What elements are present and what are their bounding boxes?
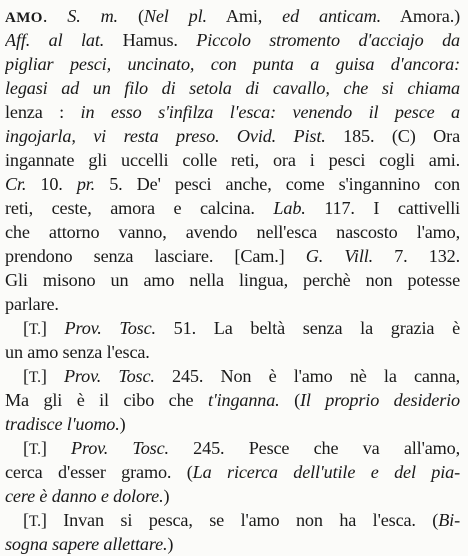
entry-text: cere è danno e dolore. bbox=[5, 486, 164, 506]
entry-text: ) bbox=[163, 486, 170, 506]
entry-line bbox=[5, 484, 460, 508]
entry-line bbox=[5, 196, 460, 220]
entry-text: lenza : bbox=[5, 102, 81, 122]
entry-text: ] bbox=[40, 318, 65, 338]
entry-text: [ bbox=[23, 318, 29, 338]
entry-text: tradisce l'uomo. bbox=[5, 414, 120, 434]
entry-text: Amora.) bbox=[380, 6, 460, 26]
entry-text: T. bbox=[28, 321, 41, 338]
entry-line bbox=[5, 364, 460, 388]
entry-text: Cr. bbox=[5, 174, 27, 194]
entry-text: ingojarla, vi resta preso. Ovid. Pist. bbox=[5, 126, 326, 146]
entry-text: ) bbox=[167, 534, 174, 554]
entry-text: 5. De' pesci anche, come s'ingannino con bbox=[95, 174, 460, 194]
entry-line bbox=[5, 76, 460, 100]
entry-text: S. m. bbox=[67, 6, 118, 26]
entry-line bbox=[5, 508, 460, 532]
entry-text: 245. Non è l'amo nè la canna, bbox=[154, 366, 460, 386]
entry-text: pr. bbox=[76, 174, 96, 194]
entry-text: . bbox=[42, 6, 68, 26]
entry-text: prendono senza lasciare. [Cam.] bbox=[5, 246, 306, 266]
entry-text: legasi ad un filo di setola di cavallo, che si chiama bbox=[5, 78, 460, 98]
entry-text: reti, ceste, amora e calcina. bbox=[5, 198, 274, 218]
entry-text: T. bbox=[28, 441, 41, 458]
entry-line bbox=[5, 388, 460, 412]
entry-text: T. bbox=[28, 369, 41, 386]
entry-text: in esso s'infilza l'esca: venendo il pesce a bbox=[80, 102, 460, 122]
entry-text: G. Vill. bbox=[305, 246, 374, 266]
entry-text: Hamus. bbox=[104, 30, 197, 50]
entry-line bbox=[5, 148, 460, 172]
entry-text: ] bbox=[40, 438, 72, 458]
entry-text: Aff. al lat. bbox=[5, 30, 105, 50]
entry-text: [ bbox=[23, 366, 29, 386]
entry-text: 245. Pesce che va all'amo, bbox=[168, 438, 460, 458]
entry-text: Ami, bbox=[206, 6, 283, 26]
entry-text: parlare. bbox=[5, 294, 59, 314]
entry-line bbox=[5, 460, 460, 484]
entry-line bbox=[5, 52, 460, 76]
entry-text: 185. (C) Ora bbox=[325, 126, 460, 146]
entry-text: ) bbox=[119, 414, 126, 434]
entry-line bbox=[5, 412, 460, 436]
entry-line bbox=[5, 220, 460, 244]
entry-text: sogna sapere allettare. bbox=[5, 534, 168, 554]
entry-line bbox=[5, 124, 460, 148]
entry-text: cerca d'esser gramo. ( bbox=[5, 462, 193, 482]
headword: AMO bbox=[5, 10, 43, 26]
entry-text: ( bbox=[279, 390, 300, 410]
dictionary-entry bbox=[0, 4, 468, 554]
entry-text: ] Invan si pesca, se l'amo non ha l'esca. ( bbox=[40, 510, 439, 530]
entry-text: t'inganna. bbox=[207, 390, 280, 410]
entry-text: ingannate gli uccelli colle reti, ora i pesci cogli ami. bbox=[5, 150, 460, 170]
entry-text: Bi- bbox=[438, 510, 460, 530]
entry-text: Lab. bbox=[273, 198, 306, 218]
entry-text: La ricerca dell'utile e del pia- bbox=[192, 462, 460, 482]
entry-text: 117. I cattivelli bbox=[305, 198, 460, 218]
entry-text: [ bbox=[23, 438, 29, 458]
entry-text: 10. bbox=[26, 174, 77, 194]
entry-line bbox=[5, 244, 460, 268]
entry-text: 7. 132. bbox=[373, 246, 460, 266]
entry-text: Nel pl. bbox=[143, 6, 207, 26]
entry-text: un amo senza l'esca. bbox=[5, 342, 150, 362]
entry-text: Ma gli è il cibo che bbox=[5, 390, 208, 410]
entry-text: ed anticam. bbox=[282, 6, 381, 26]
entry-line bbox=[5, 316, 460, 340]
entry-text: Prov. Tosc. bbox=[71, 438, 169, 458]
entry-line bbox=[5, 268, 460, 292]
entry-line bbox=[5, 28, 460, 52]
entry-text: ] bbox=[40, 366, 64, 386]
entry-text: Gli misono un amo nella lingua, perchè non potesse bbox=[5, 270, 460, 290]
entry-line bbox=[5, 172, 460, 196]
entry-line bbox=[5, 4, 460, 28]
entry-text: Prov. Tosc. bbox=[63, 366, 155, 386]
entry-text: che attorno vanno, avendo nell'esca nascosto l'amo, bbox=[5, 222, 460, 242]
entry-text: pigliar pesci, uncinato, con punta a guisa d'ancora: bbox=[5, 54, 460, 74]
entry-line bbox=[5, 100, 460, 124]
entry-line bbox=[5, 436, 460, 460]
entry-text: T. bbox=[28, 513, 41, 530]
entry-text: ( bbox=[117, 6, 144, 26]
entry-line bbox=[5, 292, 460, 316]
entry-text: Piccolo stromento d'acciajo da bbox=[196, 30, 460, 50]
entry-text: [ bbox=[23, 510, 29, 530]
entry-line bbox=[5, 532, 460, 556]
entry-text: Il proprio desiderio bbox=[299, 390, 460, 410]
entry-line bbox=[5, 340, 460, 364]
entry-text: 51. La beltà senza la grazia è bbox=[155, 318, 460, 338]
entry-text: Prov. Tosc. bbox=[64, 318, 156, 338]
